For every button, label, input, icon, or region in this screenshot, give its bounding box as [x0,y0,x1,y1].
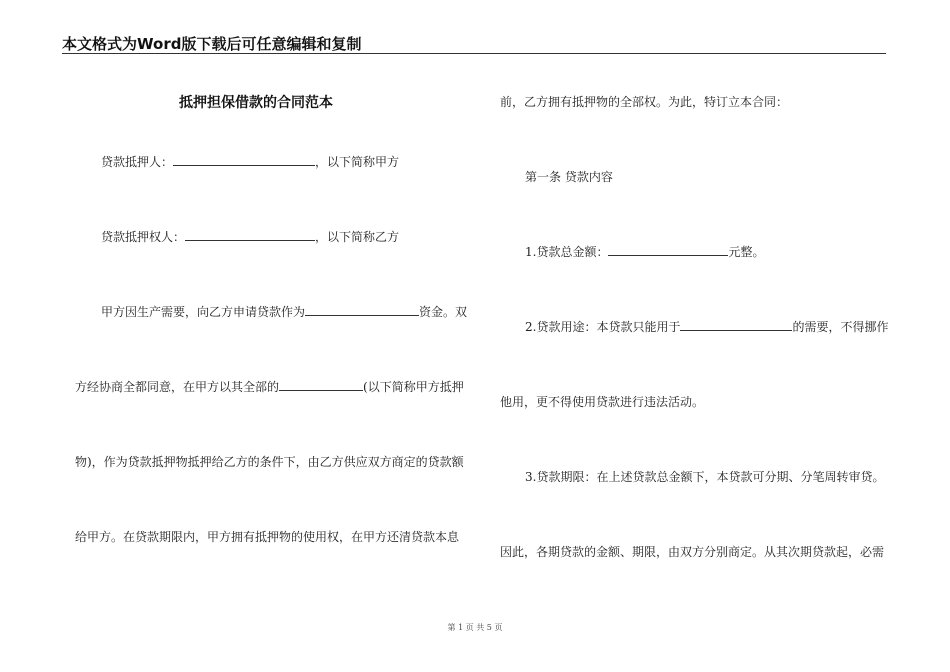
lender-blank[interactable] [185,229,315,241]
usage-suffix: 的需要，不得挪作 [792,320,889,334]
left-column [75,0,475,672]
page-footer: 第 1 页 共 5 页 [447,623,503,632]
usage-label: 2.贷款用途：本贷款只能用于 [525,320,681,334]
right-line-1: 前，乙方拥有抵押物的全部权。为此，特订立本合同： [500,95,789,109]
purpose-blank[interactable] [305,304,419,316]
lender-label: 贷款抵押权人： [101,230,186,244]
body-line-6: 给甲方。在贷款期限内，甲方拥有抵押物的使用权，在甲方还清贷款本息 [75,530,460,544]
collateral-text: 方经协商全都同意，在甲方以其全部的 [75,380,280,394]
amount-label: 1.贷款总金额： [525,245,609,259]
collateral-suffix: (以下简称甲方抵押 [363,380,464,394]
usage-line [525,318,888,335]
collateral-line [75,378,464,395]
right-column [500,0,889,672]
lender-line [101,228,399,245]
amount-blank[interactable] [608,244,728,256]
article-heading: 第一条 贷款内容 [525,170,613,184]
collateral-blank[interactable] [279,379,363,391]
usage-blank[interactable] [680,319,792,331]
document-title: 抵押担保借款的合同范本 [179,95,333,111]
banner-text: 本文格式为Word版下载后可任意编辑和复制 [62,35,362,53]
right-line-5: 他用，更不得使用贷款进行违法活动。 [500,395,705,409]
purpose-suffix: 资金。双 [419,305,468,319]
amount-suffix: 元整。 [728,245,765,259]
purpose-text: 甲方因生产需要，向乙方申请贷款作为 [101,305,306,319]
borrower-line [101,153,399,170]
borrower-label: 贷款抵押人： [101,155,174,169]
body-line-5: 物)，作为贷款抵押物抵押给乙方的条件下，由乙方供应双方商定的贷款额 [75,455,464,469]
lender-suffix: ，以下简称乙方 [315,230,400,244]
purpose-line [101,303,467,320]
right-line-6: 3.贷款期限：在上述贷款总金额下，本贷款可分期、分笔周转审贷。 [525,470,885,484]
amount-line [525,243,764,260]
right-line-7: 因此，各期贷款的金额、期限，由双方分别商定。从其次期贷款起，必需 [500,545,885,559]
borrower-suffix: ，以下简称甲方 [315,155,400,169]
borrower-blank[interactable] [173,154,315,166]
